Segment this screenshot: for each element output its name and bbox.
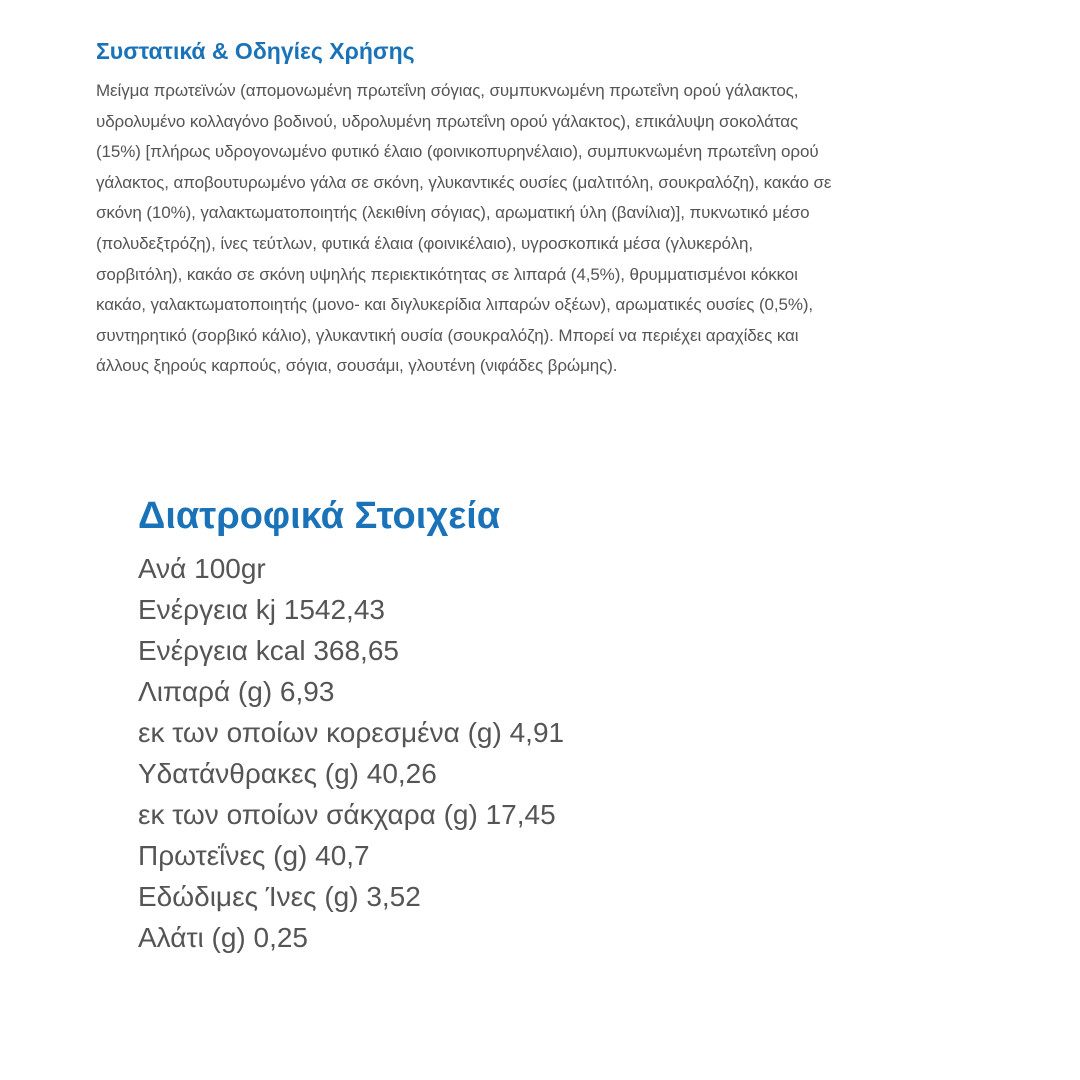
nutrition-row-fiber: Εδώδιμες Ίνες (g) 3,52	[138, 881, 421, 912]
nutrition-row-energy-kcal: Ενέργεια kcal 368,65	[138, 635, 399, 666]
nutrition-row-fat: Λιπαρά (g) 6,93	[138, 676, 335, 707]
nutrition-row-per-100g: Ανά 100gr	[138, 553, 266, 584]
nutrition-row-energy-kj: Ενέργεια kj 1542,43	[138, 594, 385, 625]
nutrition-section	[138, 492, 838, 958]
ingredients-text: Μείγμα πρωτεϊνών (απομονωμένη πρωτεΐνη σόγιας, συμπυκνωμένη πρωτεΐνη ορού γάλακτος, υδρολυμένο κολλαγόνο βοδινού, υδρολυμένη πρωτεΐνη ορού γάλακτος), επικάλυψη σοκολάτας (15%) [πλήρως υδρογονωμένο φυτικό έλαιο (φοινικοπυρηνέλαιο), συμπυκνωμένη πρωτεΐνη ορού γάλακτος, αποβουτυρωμένο γάλα σε σκόνη, γλυκαντικές ουσίες (μαλτιτόλη, σουκραλόζη), κακάο σε σκόνη (10%), γαλακτωματοποιητής (λεκιθίνη σόγιας), αρωματική ύλη (βανίλια)], πυκνωτικό μέσο (πολυδεξτρόζη), ίνες τεύτλων, φυτικά έλαια (φοινικέλαιο), υγροσκοπικά μέσα (γλυκερόλη, σορβιτόλη), κακάο σε σκόνη υψηλής περιεκτικότητας σε λιπαρά (4,5%), θρυμματισμένοι κόκκοι κακάο, γαλακτωματοποιητής (μονο- και διγλυκερίδια λιπαρών οξέων), αρωματικές ουσίες (0,5%), συντηρητικό (σορβικό κάλιο), γλυκαντική ουσία (σουκραλόζη). Μπορεί να περιέχει αραχίδες και άλλους ξηρούς καρπούς, σόγια, σουσάμι, γλουτένη (νιφάδες βρώμης).	[96, 81, 832, 376]
nutrition-row-carbohydrates: Υδατάνθρακες (g) 40,26	[138, 758, 437, 789]
nutrition-row-sugars: εκ των οποίων σάκχαρα (g) 17,45	[138, 799, 556, 830]
nutrition-heading: Διατροφικά Στοιχεία	[138, 495, 501, 537]
ingredients-section	[96, 36, 836, 382]
ingredients-heading: Συστατικά & Οδηγίες Χρήσης	[96, 38, 415, 64]
nutrition-row-salt: Αλάτι (g) 0,25	[138, 922, 308, 953]
nutrition-row-protein: Πρωτεΐνες (g) 40,7	[138, 840, 370, 871]
nutrition-list	[138, 548, 838, 958]
nutrition-row-saturated-fat: εκ των οποίων κορεσμένα (g) 4,91	[138, 717, 565, 748]
